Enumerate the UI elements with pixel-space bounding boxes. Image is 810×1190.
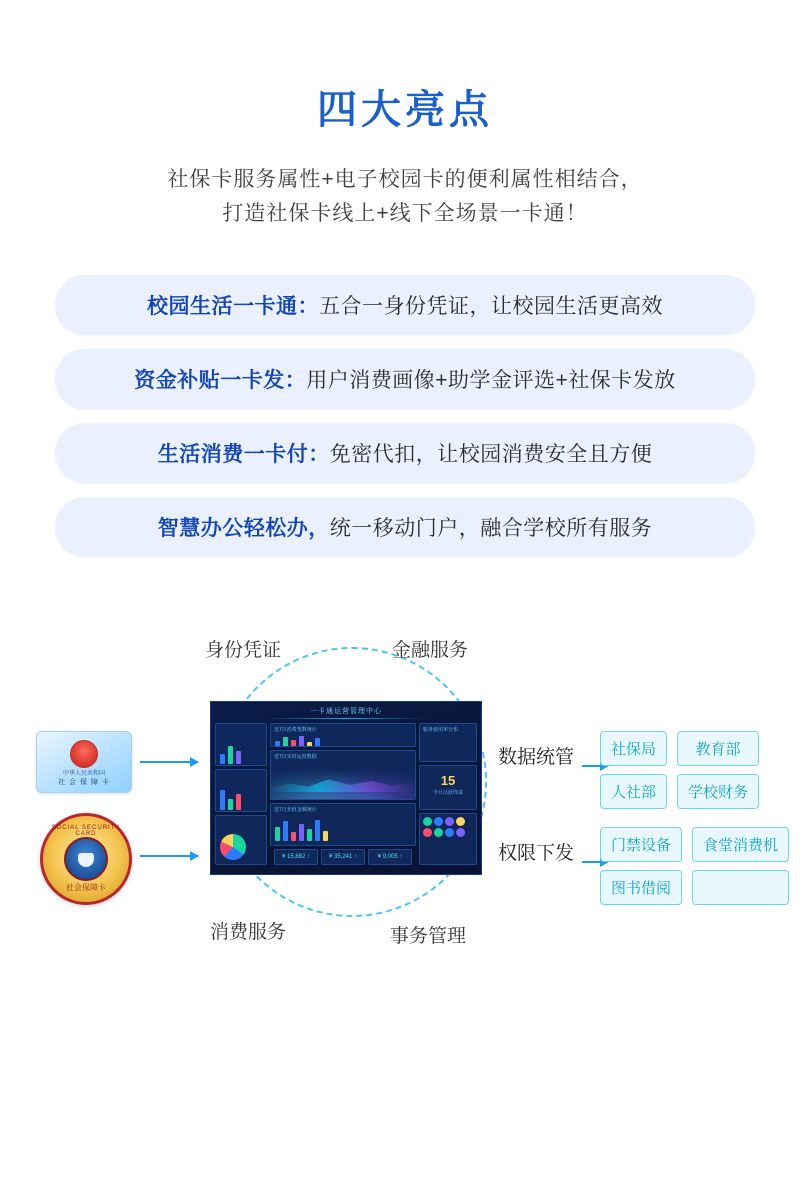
gauge-value: 15 <box>440 773 456 789</box>
dot-matrix-chart <box>420 814 476 840</box>
dashboard-card <box>270 803 416 846</box>
dashboard-card <box>270 750 416 800</box>
ring-label-consume: 消费服务 <box>210 922 287 943</box>
bar <box>299 824 304 841</box>
ring-label-identity: 身份凭证 <box>205 640 282 661</box>
highlight-lead: 智慧办公轻松办， <box>157 517 330 540</box>
highlight-rest: 免密代扣，让校园消费安全且方便 <box>329 443 653 466</box>
badge-top-text: SOCIAL SECURITY CARD <box>51 825 121 837</box>
bar <box>307 742 312 747</box>
dashboard-card-caption: 近7日充值金额统计 <box>274 807 317 814</box>
dashboard-left-column <box>215 723 267 865</box>
subtitle-line-1: 社保卡服务属性+电子校园卡的便利属性相结合， <box>167 168 643 191</box>
chip-item[interactable]: 社保局 <box>600 731 667 766</box>
dot <box>445 817 454 826</box>
dot <box>445 828 454 837</box>
chip-group-permission-dispatch <box>600 827 789 905</box>
bar <box>323 831 328 841</box>
arrow-card-to-platform <box>140 761 198 763</box>
bar <box>228 746 233 764</box>
mini-bar-chart <box>216 734 266 766</box>
highlight-text <box>147 290 663 320</box>
bar <box>307 829 312 841</box>
bar <box>291 740 296 747</box>
dashboard-card-caption: 近7日消费笔数统计 <box>274 727 317 733</box>
highlight-rest: 统一移动门户，融合学校所有服务 <box>329 517 653 540</box>
page-subtitle <box>0 163 810 231</box>
dashboard-card-caption <box>216 770 266 780</box>
arrow-badge-to-platform <box>140 855 198 857</box>
dashboard-middle-column <box>270 723 416 865</box>
dot <box>434 817 443 826</box>
social-security-badge-icon <box>40 813 132 905</box>
dashboard-card-caption: 近7日实时运营数据 <box>274 754 317 761</box>
flow-label-data-governance: 数据统管 <box>498 747 575 768</box>
bar <box>283 737 288 747</box>
bar <box>291 832 296 841</box>
dot <box>456 828 465 837</box>
dashboard-card-caption <box>216 724 266 734</box>
mini-bar-chart <box>271 735 415 747</box>
chip-item-empty[interactable] <box>692 870 789 905</box>
dashboard-card <box>270 723 416 747</box>
dot <box>423 828 432 837</box>
bar <box>236 794 241 810</box>
highlight-lead: 资金补贴一卡发： <box>134 369 307 392</box>
national-emblem-icon <box>70 740 98 768</box>
dashboard-card <box>215 815 267 865</box>
bar <box>236 751 241 764</box>
subtitle-line-2: 打造社保卡线上+线下全场景一卡通！ <box>222 202 588 225</box>
chip-group-data-governance <box>600 731 759 809</box>
bar <box>315 738 320 747</box>
dashboard-right-column <box>419 723 477 865</box>
list-item <box>55 423 755 483</box>
bar <box>275 827 280 841</box>
gauge-caption: 今日活跃终端 <box>432 790 463 797</box>
area-chart <box>271 762 415 800</box>
highlight-lead: 生活消费一卡付： <box>157 443 330 466</box>
ecosystem-diagram <box>0 629 810 989</box>
dashboard-card <box>215 723 267 766</box>
chip-item[interactable]: 学校财务 <box>677 774 759 809</box>
social-security-card-image <box>36 731 132 793</box>
dashboard-card <box>215 769 267 812</box>
highlight-rest: 用户消费画像+助学金评选+社保卡发放 <box>306 369 676 392</box>
bar <box>228 799 233 810</box>
dashboard-card <box>419 813 477 865</box>
kpi-value: ¥ 15,882 ↑ <box>274 849 318 865</box>
dashboard-gauge-card <box>419 765 477 810</box>
bar <box>315 820 320 841</box>
highlight-lead: 校园生活一卡通： <box>147 295 319 318</box>
badge-inner-emblem <box>64 837 108 881</box>
page-title: 四大亮点 <box>317 88 493 132</box>
mini-bar-chart <box>271 815 415 844</box>
bar <box>220 790 225 810</box>
kpi-value: ¥ 9,005 ↑ <box>368 849 412 865</box>
highlight-text <box>134 364 676 394</box>
flow-label-permission-dispatch: 权限下发 <box>498 843 575 864</box>
dashboard-kpi-row <box>270 849 416 865</box>
card-line-2: 社 会 保 障 卡 <box>58 779 110 786</box>
dashboard-card <box>419 723 477 762</box>
mini-pie-chart <box>220 834 246 860</box>
bar <box>275 741 280 747</box>
kpi-value: ¥ 35,241 ↑ <box>321 849 365 865</box>
platform-dashboard-screenshot <box>210 701 482 875</box>
dashboard-grid <box>211 719 481 869</box>
highlight-text <box>158 512 653 542</box>
chip-item[interactable]: 门禁设备 <box>600 827 682 862</box>
chip-item[interactable]: 教育部 <box>677 731 759 766</box>
card-line-1: 中华人民共和国 <box>62 771 105 777</box>
chip-item[interactable]: 食堂消费机 <box>692 827 789 862</box>
list-item <box>55 275 755 335</box>
chip-item[interactable]: 人社部 <box>600 774 667 809</box>
chip-item[interactable]: 图书借阅 <box>600 870 682 905</box>
badge-bottom-text: 社会保障卡 <box>66 883 106 892</box>
dot <box>434 828 443 837</box>
dashboard-title: 一卡通运营管理中心 <box>310 708 382 715</box>
ring-label-affairs: 事务管理 <box>390 926 467 947</box>
highlight-text <box>158 438 653 468</box>
list-item <box>55 349 755 409</box>
dot <box>423 817 432 826</box>
bar <box>220 754 225 764</box>
highlight-rest: 五合一身份凭证，让校园生活更高效 <box>319 295 663 318</box>
mini-bar-chart <box>216 780 266 812</box>
dot <box>456 817 465 826</box>
list-item <box>55 497 755 557</box>
dashboard-card-caption: 服务使用率分布 <box>423 727 459 733</box>
bar <box>299 736 304 747</box>
bar <box>283 821 288 841</box>
highlight-list <box>0 275 810 557</box>
ring-label-finance: 金融服务 <box>392 640 469 661</box>
